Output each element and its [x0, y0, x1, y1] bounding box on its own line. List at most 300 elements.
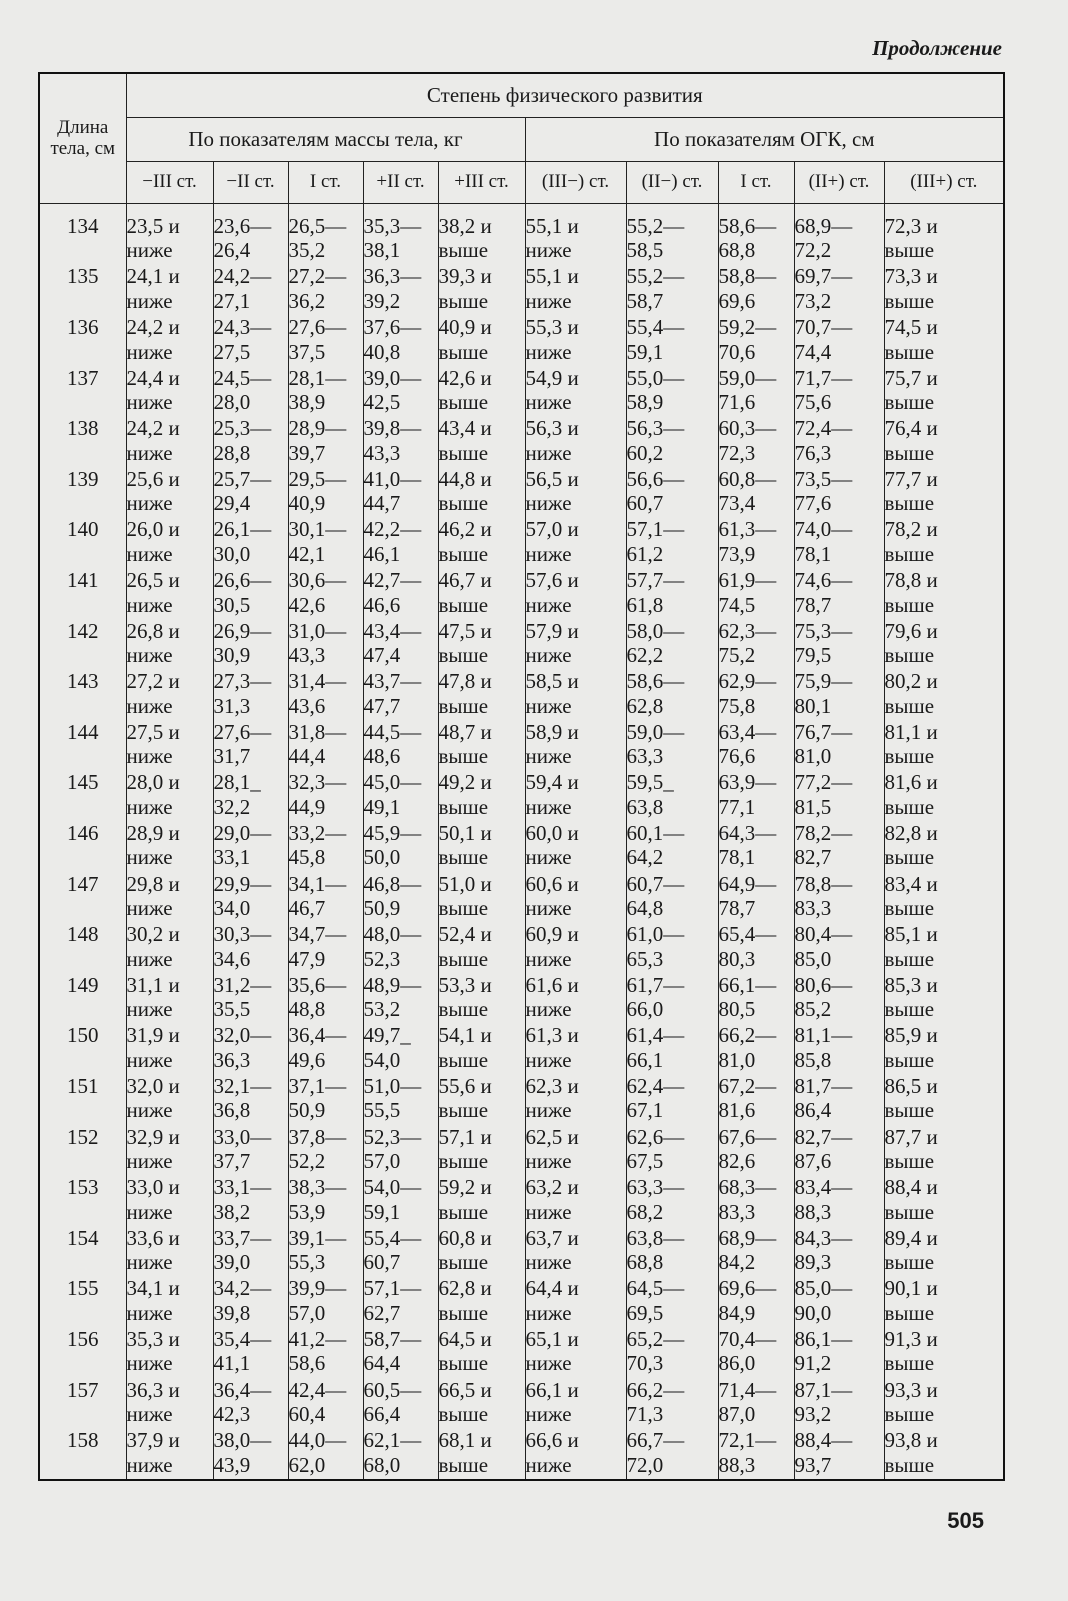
length-cell: 141 — [39, 568, 126, 619]
value-line: 73,3 и — [884, 264, 938, 289]
value-line: выше — [884, 339, 935, 364]
value-line: 47,7 — [363, 693, 401, 718]
value-line: 56,6— — [626, 466, 685, 491]
value-line: 34,6 — [213, 946, 251, 971]
value-line: 46,7 — [288, 896, 326, 921]
value-line: 78,2 и — [884, 517, 938, 542]
value-line: 75,8 — [718, 693, 756, 718]
value-cell — [363, 1023, 438, 1074]
value-cell — [363, 619, 438, 670]
value-line: 53,9 — [288, 1199, 326, 1224]
value-line: 69,7— — [794, 264, 853, 289]
value-cell — [718, 872, 794, 923]
value-cell — [288, 720, 363, 771]
value-line: 49,1 — [363, 794, 401, 819]
value-line: 61,3 и — [525, 1023, 579, 1048]
value-line: 62,4— — [626, 1073, 685, 1098]
value-cell — [525, 315, 626, 366]
value-cell — [626, 1327, 718, 1378]
value-line: ниже — [126, 1300, 173, 1325]
value-line: 78,8— — [794, 871, 853, 896]
value-line: 78,1 — [794, 541, 832, 566]
value-cell — [884, 467, 1004, 518]
value-cell — [213, 1428, 288, 1480]
value-line: 43,9 — [213, 1452, 251, 1477]
value-cell — [718, 619, 794, 670]
value-line: 52,3 — [363, 946, 401, 971]
length-cell: 135 — [39, 264, 126, 315]
value-cell — [438, 973, 525, 1024]
value-line: ниже — [126, 541, 173, 566]
value-line: выше — [438, 592, 489, 617]
value-line: 41,0— — [363, 466, 422, 491]
value-line: 73,4 — [718, 491, 756, 516]
value-line: 75,9— — [794, 669, 853, 694]
value-line: 42,1 — [288, 541, 326, 566]
value-line: ниже — [525, 946, 572, 971]
length-cell: 157 — [39, 1378, 126, 1429]
value-cell — [126, 1074, 213, 1125]
value-line: 54,0— — [363, 1175, 422, 1200]
value-line: 68,8 — [718, 238, 756, 263]
value-line: 46,7 и — [438, 568, 492, 592]
value-cell — [363, 568, 438, 619]
value-line: 50,0 — [363, 845, 401, 870]
value-line: 35,4— — [213, 1326, 272, 1351]
value-line: выше — [438, 643, 489, 668]
value-line: 88,3 — [718, 1452, 756, 1477]
table-row — [39, 1226, 1004, 1277]
table-row — [39, 1125, 1004, 1176]
value-line: 85,9 и — [884, 1023, 938, 1048]
value-cell — [288, 1327, 363, 1378]
value-line: ниже — [126, 946, 173, 971]
value-line: ниже — [525, 1250, 572, 1275]
value-cell — [438, 366, 525, 417]
length-cell: 155 — [39, 1276, 126, 1327]
value-cell — [213, 922, 288, 973]
length-cell: 137 — [39, 366, 126, 417]
value-cell — [794, 568, 884, 619]
length-cell: 144 — [39, 720, 126, 771]
value-line: 48,7 и — [438, 719, 492, 744]
value-cell — [213, 821, 288, 872]
value-line: 59,1 — [626, 339, 664, 364]
value-line: 25,7— — [213, 466, 272, 491]
value-line: 61,9— — [718, 568, 777, 592]
value-line: выше — [438, 1149, 489, 1174]
table-row — [39, 1175, 1004, 1226]
value-line: ниже — [126, 1098, 173, 1123]
value-line: 47,8 и — [438, 669, 492, 694]
value-line: выше — [884, 288, 935, 313]
value-line: 57,6 и — [525, 568, 579, 592]
value-line: ниже — [126, 1452, 173, 1477]
value-cell — [126, 720, 213, 771]
value-line: ниже — [126, 997, 173, 1022]
value-line: 51,0— — [363, 1073, 422, 1098]
value-line: 42,3 — [213, 1402, 251, 1426]
value-line: 42,2— — [363, 517, 422, 542]
value-line: 66,5 и — [438, 1377, 492, 1402]
value-line: 23,6— — [213, 213, 272, 238]
value-line: 37,1— — [288, 1073, 347, 1098]
value-cell — [718, 214, 794, 265]
value-line: 71,4— — [718, 1377, 777, 1402]
value-line: 29,4 — [213, 491, 251, 516]
value-line: 75,6 — [794, 390, 832, 415]
value-line: 38,0— — [213, 1428, 272, 1453]
value-cell — [794, 1125, 884, 1176]
value-line: 83,4 и — [884, 871, 938, 896]
value-line: выше — [438, 1250, 489, 1275]
value-cell — [718, 1378, 794, 1429]
value-line: ниже — [126, 339, 173, 364]
value-line: 44,5— — [363, 719, 422, 744]
value-cell — [718, 467, 794, 518]
value-line: ниже — [126, 1250, 173, 1275]
value-line: 27,3— — [213, 669, 272, 694]
table-row — [39, 366, 1004, 417]
value-line: 29,0— — [213, 820, 272, 845]
value-line: 89,4 и — [884, 1225, 938, 1250]
value-line: 62,3— — [718, 618, 777, 643]
value-cell — [718, 770, 794, 821]
value-line: 58,5 и — [525, 669, 579, 694]
value-line: 66,1— — [718, 972, 777, 997]
value-line: 35,3 и — [126, 1326, 180, 1351]
value-line: 87,6 — [794, 1149, 832, 1174]
value-line: 23,5 и — [126, 213, 180, 238]
value-cell — [525, 872, 626, 923]
value-line: 73,9 — [718, 541, 756, 566]
value-line: 24,2 и — [126, 315, 180, 340]
value-line: выше — [438, 1047, 489, 1072]
value-line: 93,3 и — [884, 1377, 938, 1402]
value-line: ниже — [126, 390, 173, 415]
value-cell — [363, 264, 438, 315]
value-line: ниже — [525, 339, 572, 364]
value-line: 39,0— — [363, 365, 422, 390]
value-line: выше — [438, 288, 489, 313]
value-cell — [438, 669, 525, 720]
value-line: 25,6 и — [126, 466, 180, 491]
value-line: 72,1— — [718, 1428, 777, 1453]
value-cell — [288, 467, 363, 518]
value-line: 57,1— — [626, 517, 685, 542]
value-cell — [525, 1226, 626, 1277]
value-line: 68,3— — [718, 1175, 777, 1200]
value-line: 36,3 и — [126, 1377, 180, 1402]
value-line: 58,6— — [626, 669, 685, 694]
value-cell — [438, 770, 525, 821]
value-cell — [126, 1023, 213, 1074]
value-cell — [363, 1378, 438, 1429]
value-cell — [363, 1125, 438, 1176]
value-line: 79,6 и — [884, 618, 938, 643]
value-cell — [525, 517, 626, 568]
value-line: 81,7— — [794, 1073, 853, 1098]
value-cell — [525, 720, 626, 771]
value-line: выше — [438, 845, 489, 870]
value-cell — [438, 416, 525, 467]
value-line: 68,0 — [363, 1452, 401, 1477]
value-line: 58,7 — [626, 288, 664, 313]
value-line: 83,3 — [718, 1199, 756, 1224]
value-cell — [288, 1276, 363, 1327]
value-line: 48,8 — [288, 997, 326, 1022]
value-line: 75,2 — [718, 643, 756, 668]
value-cell — [718, 1428, 794, 1480]
value-line: 62,6— — [626, 1124, 685, 1149]
value-line: 54,1 и — [438, 1023, 492, 1048]
value-line: 32,2 — [213, 794, 251, 819]
value-line: 35,6— — [288, 972, 347, 997]
value-line: ниже — [525, 643, 572, 668]
value-line: 46,6 — [363, 592, 401, 617]
value-cell — [884, 517, 1004, 568]
value-line: 62,1— — [363, 1428, 422, 1453]
value-line: 43,3 — [363, 440, 401, 465]
value-line: 39,1— — [288, 1225, 347, 1250]
value-line: 28,8 — [213, 440, 251, 465]
mass-group-header: По показателям массы тела, кг — [126, 117, 525, 161]
value-line: 43,7— — [363, 669, 422, 694]
value-line: 63,2 и — [525, 1175, 579, 1200]
value-cell — [718, 568, 794, 619]
length-header: Длина тела, см — [39, 73, 126, 203]
value-line: 80,2 и — [884, 669, 938, 694]
value-line: 55,2— — [626, 213, 685, 238]
value-line: ниже — [126, 643, 173, 668]
value-line: 26,5— — [288, 213, 347, 238]
value-line: выше — [884, 390, 935, 415]
value-line: 28,9 и — [126, 820, 180, 845]
value-line: 60,5— — [363, 1377, 422, 1402]
value-cell — [626, 416, 718, 467]
table-row — [39, 467, 1004, 518]
chest-column-header: (III−) ст. — [525, 161, 626, 203]
value-line: 88,3 — [794, 1199, 832, 1224]
value-cell — [438, 1074, 525, 1125]
value-line: 30,3— — [213, 922, 272, 947]
value-line: 63,9— — [718, 770, 777, 795]
value-line: 42,6 — [288, 592, 326, 617]
value-line: 56,3— — [626, 416, 685, 441]
value-line: 81,0 — [718, 1047, 756, 1072]
value-line: 44,8 и — [438, 466, 492, 491]
value-line: 54,0 — [363, 1047, 401, 1072]
length-cell: 139 — [39, 467, 126, 518]
value-line: 70,3 — [626, 1351, 664, 1376]
value-cell — [438, 517, 525, 568]
table-row — [39, 1074, 1004, 1125]
value-line: выше — [438, 541, 489, 566]
value-line: 31,0— — [288, 618, 347, 643]
value-line: 64,4 — [363, 1351, 401, 1376]
value-line: 78,2— — [794, 820, 853, 845]
value-line: 90,1 и — [884, 1276, 938, 1301]
value-cell — [126, 366, 213, 417]
value-line: 51,0 и — [438, 871, 492, 896]
value-line: 67,5 — [626, 1149, 664, 1174]
value-cell — [884, 1023, 1004, 1074]
value-cell — [794, 1327, 884, 1378]
value-cell — [213, 1226, 288, 1277]
value-line: 57,9 и — [525, 618, 579, 643]
value-line: выше — [884, 1047, 935, 1072]
value-line: 57,7— — [626, 568, 685, 592]
value-line: 52,3— — [363, 1124, 422, 1149]
value-cell — [626, 517, 718, 568]
value-line: 39,3 и — [438, 264, 492, 289]
value-cell — [718, 1276, 794, 1327]
value-line: 66,4 — [363, 1402, 401, 1426]
value-cell — [126, 821, 213, 872]
value-line: 90,0 — [794, 1300, 832, 1325]
page-number: 505 — [947, 1508, 984, 1533]
value-line: 63,8— — [626, 1225, 685, 1250]
table-row — [39, 214, 1004, 265]
value-line: 36,3 — [213, 1047, 251, 1072]
value-cell — [363, 872, 438, 923]
value-line: 38,2 и — [438, 213, 492, 238]
value-cell — [525, 1023, 626, 1074]
value-line: 30,0 — [213, 541, 251, 566]
value-cell — [126, 315, 213, 366]
table-row — [39, 669, 1004, 720]
value-line: 83,3 — [794, 896, 832, 921]
value-cell — [363, 517, 438, 568]
value-line: 84,2 — [718, 1250, 756, 1275]
value-cell — [718, 416, 794, 467]
value-line: 75,3— — [794, 618, 853, 643]
value-line: 34,2— — [213, 1276, 272, 1301]
value-line: 60,4 — [288, 1402, 326, 1426]
value-line: 33,7— — [213, 1225, 272, 1250]
value-cell — [525, 1428, 626, 1480]
value-cell — [626, 366, 718, 417]
value-line: 55,2— — [626, 264, 685, 289]
value-line: 59,0— — [718, 365, 777, 390]
value-cell — [525, 1276, 626, 1327]
value-line: 80,5 — [718, 997, 756, 1022]
value-line: 36,3— — [363, 264, 422, 289]
value-line: 62,7 — [363, 1300, 401, 1325]
value-line: 33,1— — [213, 1175, 272, 1200]
value-cell — [213, 1023, 288, 1074]
value-line: 70,6 — [718, 339, 756, 364]
value-cell — [213, 1125, 288, 1176]
value-line: 61,0— — [626, 922, 685, 947]
value-line: 81,1 и — [884, 719, 938, 744]
value-cell — [626, 821, 718, 872]
value-line: 58,5 — [626, 238, 664, 263]
value-line: 29,8 и — [126, 871, 180, 896]
value-cell — [288, 872, 363, 923]
value-cell — [626, 1074, 718, 1125]
length-cell: 143 — [39, 669, 126, 720]
value-cell — [884, 1074, 1004, 1125]
value-line: 76,4 и — [884, 416, 938, 441]
table-row — [39, 1023, 1004, 1074]
value-line: 27,6— — [288, 315, 347, 340]
value-line: ниже — [525, 1199, 572, 1224]
value-cell — [884, 416, 1004, 467]
value-cell — [884, 366, 1004, 417]
value-line: 68,8 — [626, 1250, 664, 1275]
value-cell — [525, 821, 626, 872]
value-line: ниже — [126, 238, 173, 263]
value-cell — [884, 1276, 1004, 1327]
value-line: 89,3 — [794, 1250, 832, 1275]
value-cell — [718, 264, 794, 315]
value-line: 87,1— — [794, 1377, 853, 1402]
value-cell — [884, 264, 1004, 315]
value-cell — [884, 821, 1004, 872]
value-cell — [794, 1023, 884, 1074]
table-row — [39, 821, 1004, 872]
value-line: 80,4— — [794, 922, 853, 947]
value-cell — [438, 1378, 525, 1429]
value-line: 88,4 и — [884, 1175, 938, 1200]
table-row — [39, 1428, 1004, 1480]
value-cell — [884, 619, 1004, 670]
value-line: 93,7 — [794, 1452, 832, 1477]
value-line: 66,1 — [626, 1047, 664, 1072]
value-line: 39,8— — [363, 416, 422, 441]
value-line: 38,3— — [288, 1175, 347, 1200]
value-line: 55,5 — [363, 1098, 401, 1123]
value-line: 85,8 — [794, 1047, 832, 1072]
value-cell — [718, 720, 794, 771]
value-line: 80,3 — [718, 946, 756, 971]
value-line: 58,0— — [626, 618, 685, 643]
value-line: 60,6 и — [525, 871, 579, 896]
value-line: 62,5 и — [525, 1124, 579, 1149]
value-cell — [288, 1226, 363, 1277]
development-header: Степень физического развития — [126, 73, 1004, 117]
value-line: 42,6 и — [438, 365, 492, 390]
value-line: 73,5— — [794, 466, 853, 491]
value-line: ниже — [525, 288, 572, 313]
value-cell — [126, 1276, 213, 1327]
value-line: выше — [884, 238, 935, 263]
value-line: выше — [438, 744, 489, 769]
value-cell — [438, 619, 525, 670]
value-cell — [525, 467, 626, 518]
value-line: 93,2 — [794, 1402, 832, 1426]
value-line: 72,3 — [718, 440, 756, 465]
value-cell — [438, 922, 525, 973]
value-line: 81,6 и — [884, 770, 938, 795]
value-cell — [438, 720, 525, 771]
value-line: 46,2 и — [438, 517, 492, 542]
value-line: 63,7 и — [525, 1225, 579, 1250]
value-line: 67,1 — [626, 1098, 664, 1123]
value-line: 77,1 — [718, 794, 756, 819]
value-cell — [626, 973, 718, 1024]
value-line: ниже — [525, 491, 572, 516]
value-cell — [438, 568, 525, 619]
value-line: 38,2 — [213, 1199, 251, 1224]
value-cell — [288, 619, 363, 670]
value-line: ниже — [126, 288, 173, 313]
table-row — [39, 619, 1004, 670]
value-line: 57,0 — [363, 1149, 401, 1174]
value-line: 33,1 — [213, 845, 251, 870]
length-cell: 147 — [39, 872, 126, 923]
